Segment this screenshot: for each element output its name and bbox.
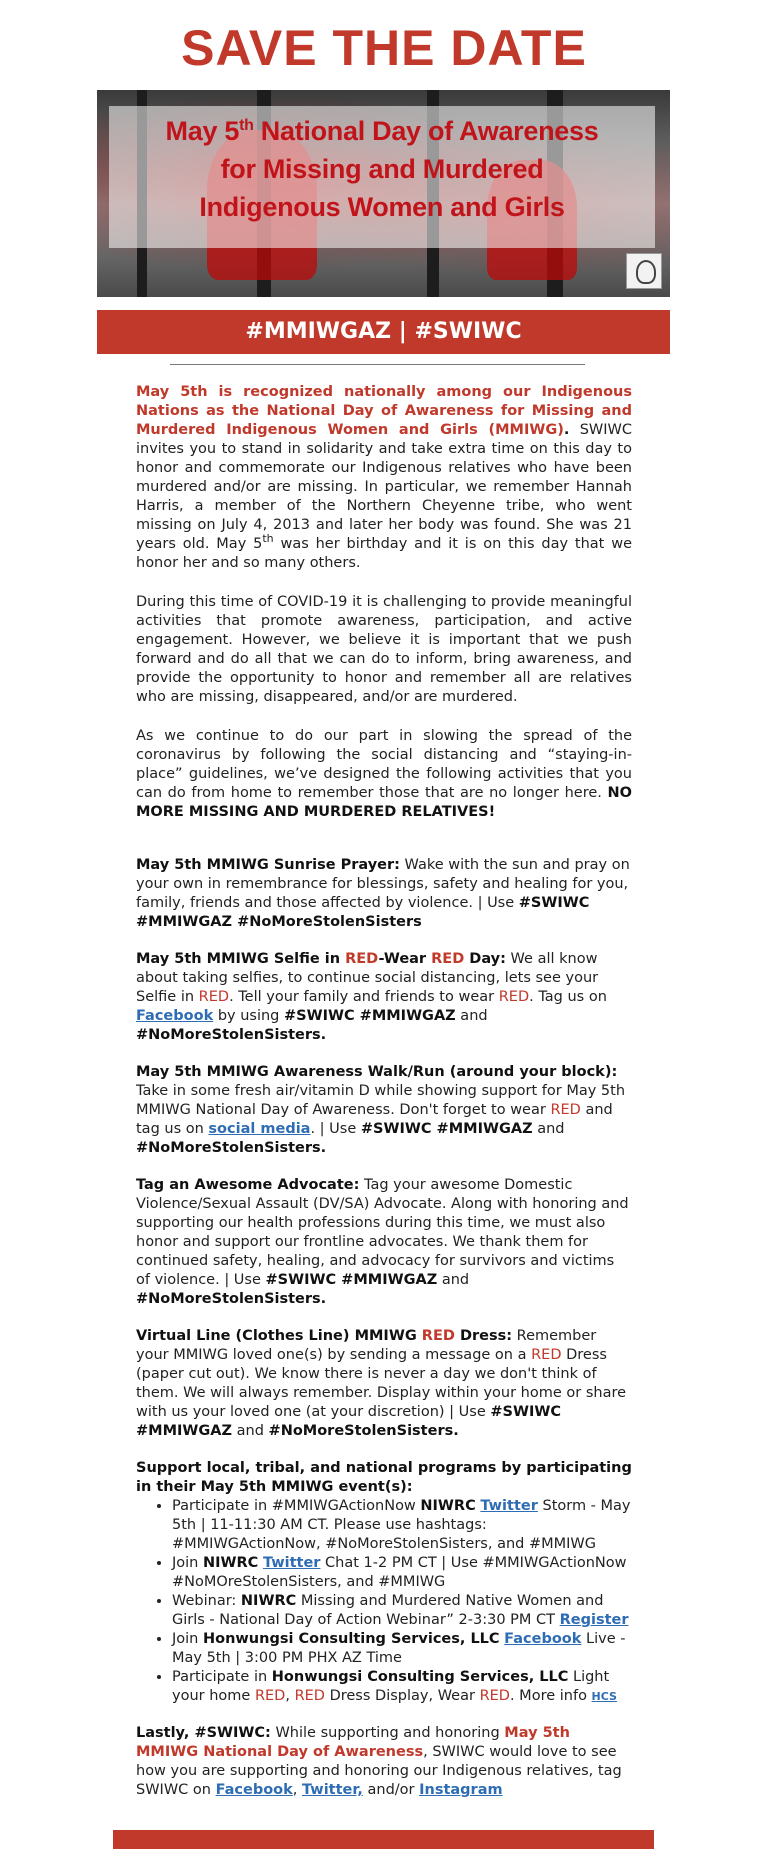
- divider: [170, 364, 585, 365]
- lastly-section: Lastly, #SWIWC: While supporting and honoring May 5th MMIWG National Day of Awareness, SWIWC would love to see how you are supporting and honoring our Indigenous relatives, tag SWIWC on Facebook, Twitter, and/or Instagram: [136, 1725, 622, 1798]
- facebook-link[interactable]: Facebook: [136, 1008, 214, 1024]
- intro-paragraph: May 5th is recognized nationally among our Indigenous Nations as the National Day of Awareness for Missing and Murdered Indigenous Women and Girls (MMIWG). SWIWC invites you to stand in solidarity and take extra time on this day to honor and commemorate our Indigenous relatives who have been murdered and/or are missing. In particular, we remember Hannah Harris, a member of the Northern Cheyenne tribe, who went missing on July 4, 2013 and later her body was found. She was 21 years old. May 5th was her birthday and it is on this day that we honor her and so many others.: [136, 384, 632, 571]
- programs-list: [136, 1497, 632, 1706]
- org-logo-icon: [626, 253, 662, 289]
- social-media-link[interactable]: social media: [208, 1121, 311, 1137]
- twitter-link[interactable]: Twitter,: [302, 1782, 363, 1798]
- hashtag-bar: #MMIWGAZ | #SWIWC: [97, 310, 670, 354]
- banner-headline: May 5th National Day of Awareness for Missing and Murdered Indigenous Women and Girls: [165, 116, 599, 222]
- activities-intro-paragraph: As we continue to do our part in slowing the spread of the coronavirus by following the social distancing and “staying-in-place” guidelines, we’ve designed the following activities that you can do from home to remember those that are no longer here. NO MORE MISSING AND MURDERED RELATIVES!: [136, 728, 632, 820]
- footer-bar: [113, 1830, 654, 1849]
- list-item: • Webinar: NIWRC Missing and Murdered Native Women and Girls - National Day of Action Webinar” 2-3:30 PM CT Register: [172, 1592, 632, 1630]
- clothesline-section: Virtual Line (Clothes Line) MMIWG RED Dress: Remember your MMIWG loved one(s) by sending a message on a RED Dress (paper cut out). We know there is never a day we don't think of them. We will always remember. Display within your home or share with us your loved one (at your discretion) | Use #SWIWC #MMIWGAZ and #NoMoreStolenSisters.: [136, 1328, 627, 1439]
- instagram-link[interactable]: Instagram: [419, 1782, 503, 1798]
- page-title: SAVE THE DATE: [181, 20, 587, 76]
- support-programs-section: Support local, tribal, and national programs by participating in their May 5th MMIWG event(s): • Participate in #MMIWGActionNow NIWRC Twitter Storm - May 5th | 11-11:30 AM CT. Please use hashtags: #MMIWGActionNow, #NoMoreStolenSisters, and #MMIWG • Join NIWRC Twitter Chat 1-2 PM CT | Use #MMIWGActionNow #NoMOreStolenSisters, and #MMIWG • Webinar: NIWRC Missing and Murdered Native Women and Girls - National Day of Action Webinar” 2-3:30 PM CT Register • Join Honwungsi Consulting Services, LLC Facebook Live - May 5th | 3:00 PM PHX AZ Time • Participate in Honwungsi Consulting Services, LLC Light your home RED, RED Dress Display, Wear RED. More info HCS: [136, 1459, 632, 1706]
- list-item: • Participate in Honwungsi Consulting Services, LLC Light your home RED, RED Dress Display, Wear RED. More info HCS: [172, 1668, 632, 1706]
- facebook-link[interactable]: Facebook: [504, 1631, 582, 1647]
- walk-run-section: May 5th MMIWG Awareness Walk/Run (around your block): Take in some fresh air/vitamin D while showing support for May 5th MMIWG National Day of Awareness. Don't forget to wear RED and tag us on social media. | Use #SWIWC #MMIWGAZ and #NoMoreStolenSisters.: [136, 1064, 626, 1156]
- list-item: • Join Honwungsi Consulting Services, LLC Facebook Live - May 5th | 3:00 PM PHX AZ Time: [172, 1630, 632, 1668]
- sunrise-prayer-section: May 5th MMIWG Sunrise Prayer: Wake with the sun and pray on your own in remembrance for blessings, safety and healing for you, family, friends and those affected by violence. | Use #SWIWC #MMIWGAZ #NoMoreStolenSisters: [136, 857, 630, 930]
- banner-image: [97, 90, 670, 297]
- register-link[interactable]: Register: [559, 1612, 629, 1628]
- twitter-link[interactable]: Twitter: [262, 1555, 321, 1571]
- advocate-section: Tag an Awesome Advocate: Tag your awesome Domestic Violence/Sexual Assault (DV/SA) Advocate. Along with honoring and supporting our health professions during this time, we must also honor and support our frontline advocates. We thank them for continued safety, healing, and advocacy for survivors and victims of violence. | Use #SWIWC #MMIWGAZ and #NoMoreStolenSisters.: [136, 1177, 629, 1307]
- covid-paragraph: During this time of COVID-19 it is challenging to provide meaningful activities that promote awareness, participation, and active engagement. However, we believe it is important that we push forward and do all that we can do to inform, bring awareness, and provide the opportunity to honor and remember all are relatives who are missing, disappeared, and/or are murdered.: [136, 594, 632, 705]
- twitter-link[interactable]: Twitter: [480, 1498, 538, 1514]
- list-item: • Participate in #MMIWGActionNow NIWRC Twitter Storm - May 5th | 11-11:30 AM CT. Please use hashtags: #MMIWGActionNow, #NoMoreStolenSisters, and #MMIWG: [172, 1497, 632, 1554]
- newsletter-body: [136, 383, 632, 1818]
- facebook-link[interactable]: Facebook: [215, 1782, 293, 1798]
- hcs-link[interactable]: HCS: [591, 1690, 617, 1703]
- selfie-section: May 5th MMIWG Selfie in RED-Wear RED Day: We all know about taking selfies, to continue social distancing, lets see your Selfie in RED. Tell your family and friends to wear RED. Tag us on Facebook by using #SWIWC #MMIWGAZ and #NoMoreStolenSisters.: [136, 951, 607, 1043]
- list-item: • Join NIWRC Twitter Chat 1-2 PM CT | Use #MMIWGActionNow #NoMOreStolenSisters, and #MMIWG: [172, 1554, 632, 1592]
